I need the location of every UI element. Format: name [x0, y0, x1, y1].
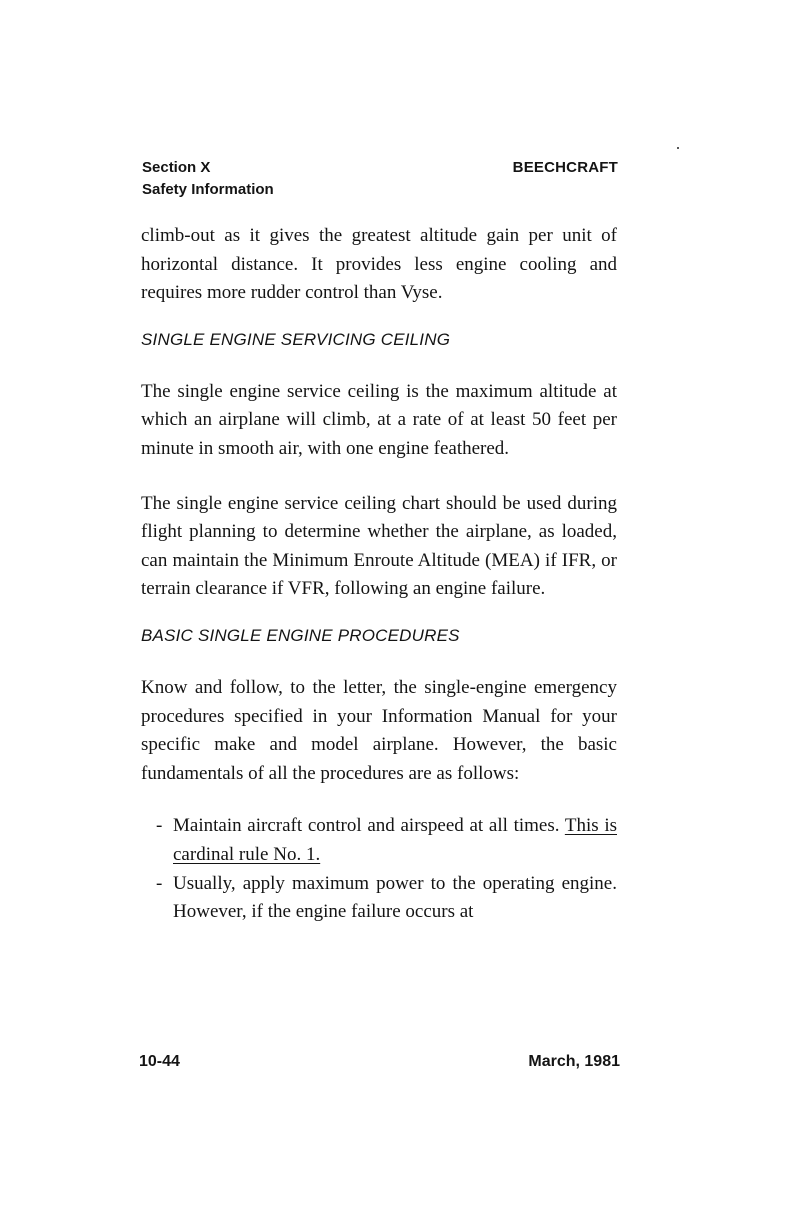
- list-dash: -: [156, 815, 163, 837]
- procedures-list: [141, 812, 617, 926]
- scan-speck: [677, 147, 679, 149]
- page-number: 10-44: [139, 1053, 180, 1070]
- paragraph-service-ceiling-definition: The single engine service ceiling is the maximum altitude at which an airplane will climb, at a rate of at least 50 feet per minute in smooth air, with one engine feathered.: [141, 380, 617, 459]
- list-item: [141, 870, 617, 927]
- section-subtitle: Safety Information: [142, 181, 274, 198]
- list-item-1-text: Maintain aircraft control and airspeed at all times.: [173, 815, 565, 837]
- list-item: [141, 812, 617, 869]
- list-item-2-text: Usually, apply maximum power to the operating engine. However, if the engine failure occurs at: [173, 872, 617, 923]
- heading-single-engine-servicing-ceiling: SINGLE ENGINE SERVICING CEILING: [141, 329, 451, 349]
- paragraph-procedures-intro: Know and follow, to the letter, the single-engine emergency procedures specified in your Information Manual for your specific make and model airplane. However, the basic fundamentals of all the procedures are as follows:: [141, 676, 617, 784]
- list-item-1-underlined: This is cardinal rule No. 1.: [173, 815, 617, 865]
- intro-paragraph: climb-out as it gives the greatest altitude gain per unit of horizontal distance. It provides less engine cooling and requires more rudder control than Vyse.: [141, 225, 617, 304]
- header-brand: BEECHCRAFT: [512, 159, 618, 176]
- footer-date: March, 1981: [528, 1053, 620, 1070]
- section-label: Section X: [142, 159, 211, 176]
- header-left: [142, 157, 274, 201]
- list-dash: -: [156, 872, 163, 894]
- heading-basic-single-engine-procedures: BASIC SINGLE ENGINE PROCEDURES: [141, 625, 460, 645]
- page-body: [141, 222, 617, 927]
- paragraph-service-ceiling-chart: The single engine service ceiling chart should be used during flight planning to determine whether the airplane, as loaded, can maintain the Minimum Enroute Altitude (MEA) if IFR, or terrain clearance if VFR, following an engine failure.: [141, 492, 617, 600]
